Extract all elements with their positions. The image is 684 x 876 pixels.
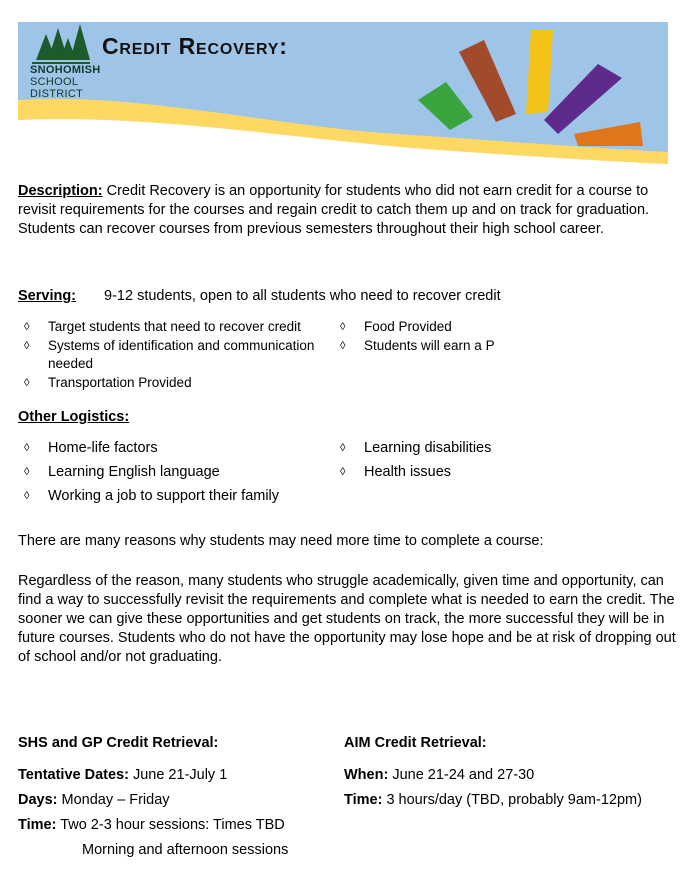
diamond-bullet-icon: ◊ [24,490,30,502]
description-text: Credit Recovery is an opportunity for students who did not earn credit for a course to revisit requirements for the courses and regain credit to catch them up and on track for graduation. Students can recover courses from previous semesters throughout their high school career. [18,183,650,237]
diamond-bullet-icon: ◊ [24,340,30,352]
aim-time-row [344,791,674,810]
aim-time-value: 3 hours/day (TBD, probably 9am-12pm) [382,792,642,808]
shs-time-value: Two 2-3 hour sessions: Times TBD [56,817,285,833]
logo-line-1: SNOHOMISH [30,64,101,76]
reasons-paragraph: There are many reasons why students may need more time to complete a course: [18,533,544,549]
shs-time-label: Time: [18,817,57,833]
logo-line-2: SCHOOL [30,76,79,88]
diamond-bullet-icon: ◊ [24,442,30,454]
shs-time-note: Morning and afternoon sessions [82,842,289,858]
list-item: ◊ Learning English language [24,464,220,480]
list-item: ◊ Students will earn a P [340,338,495,353]
list-item: ◊ Working a job to support their family [24,488,280,504]
logistics-label: Other Logistics: [18,409,130,425]
list-item: ◊ Systems of identification and communication needed [24,338,315,371]
aim-when-value: June 21-24 and 27-30 [388,767,535,783]
list-item: ◊ Target students that need to recover credit [24,319,301,334]
shs-time-row [18,816,338,835]
serving-line [18,287,678,306]
shs-dates-label: Tentative Dates: [18,767,129,783]
diamond-bullet-icon: ◊ [340,442,346,454]
aim-heading: AIM Credit Retrieval: [344,735,487,751]
shs-days-value: Monday – Friday [57,792,170,808]
list-item: ◊ Transportation Provided [24,375,192,390]
aim-time-label: Time: [344,792,383,808]
header-banner [18,22,668,174]
shs-dates-row [18,766,338,785]
diamond-bullet-icon: ◊ [24,321,30,333]
description-label: Description: [18,183,103,199]
list-item: ◊ Health issues [340,464,452,480]
diamond-bullet-icon: ◊ [24,466,30,478]
logistics-heading [18,408,678,427]
diamond-bullet-icon: ◊ [24,377,30,389]
shs-days-row [18,791,338,810]
diamond-bullet-icon: ◊ [340,321,346,333]
diamond-bullet-icon: ◊ [340,466,346,478]
district-logo [30,64,100,100]
diamond-bullet-icon: ◊ [340,340,346,352]
serving-label: Serving: [18,288,77,304]
aim-when-row [344,766,674,785]
list-item: ◊ Food Provided [340,319,452,334]
shs-days-label: Days: [18,792,58,808]
logo-line-3: DISTRICT [30,88,84,100]
aim-when-label: When: [344,767,389,783]
page-title: Credit Recovery: [102,33,288,59]
shs-dates-value: June 21-July 1 [128,767,228,783]
list-item: ◊ Home-life factors [24,440,158,456]
shs-gp-heading: SHS and GP Credit Retrieval: [18,735,219,751]
aim-schedule [344,734,674,816]
serving-text: 9-12 students, open to all students who need to recover credit [104,288,501,304]
shs-gp-schedule [18,734,338,866]
regardless-paragraph: Regardless of the reason, many students who struggle academically, given time and opportunity, can find a way to successfully revisit the requirements and complete what is needed to earn the credit. The sooner we can give these opportunities and get students on track, the more successful they will be in future courses. Students who do not have the opportunity may lose hope and be at risk of dropping out of school and/or not graduating. [18,573,676,665]
list-item: ◊ Learning disabilities [340,440,492,456]
description-paragraph [18,182,678,239]
